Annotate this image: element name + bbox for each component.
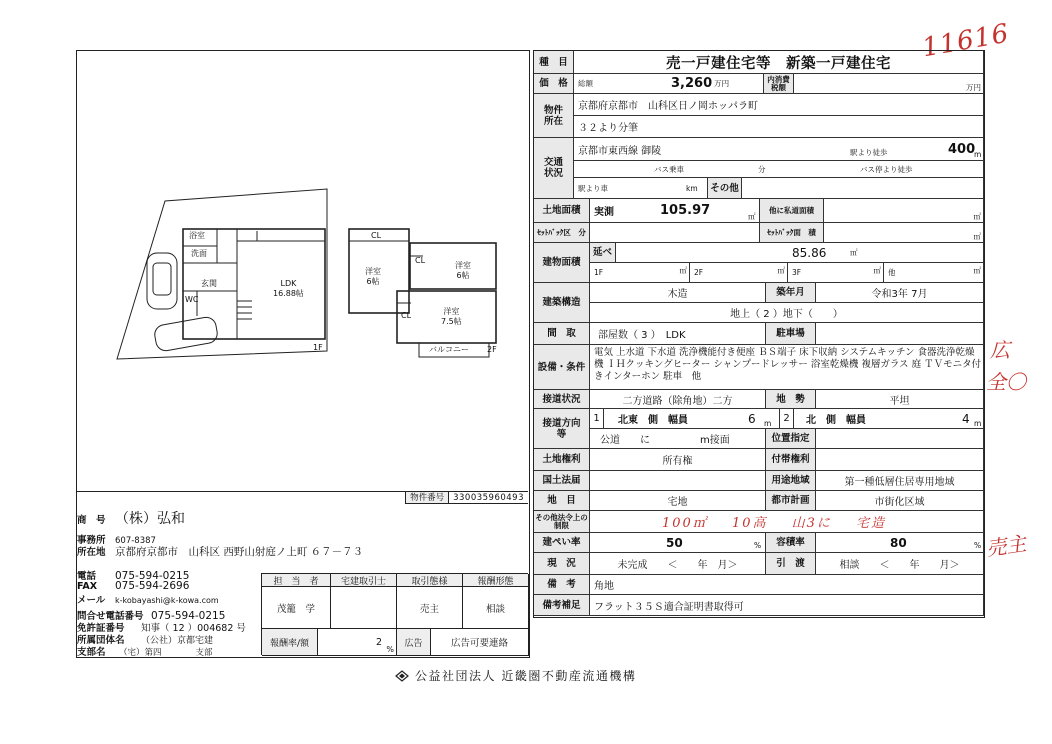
other-label: その他: [708, 178, 742, 199]
land-value: 105.97: [660, 203, 711, 218]
staff-torihiki: [331, 587, 397, 629]
assoc-value: （公社）京都宅建: [141, 636, 214, 646]
road1-unit: m: [764, 419, 772, 428]
property-number: [405, 492, 528, 504]
license-value: 知事（ 12 ）004682 号: [141, 623, 246, 634]
designation-label: 位置指定: [766, 429, 816, 449]
license-label: 免許証番号: [77, 623, 125, 634]
walk-unit: m: [974, 150, 982, 159]
floor2-area-label: 2F: [694, 268, 704, 277]
staff-table: [261, 573, 528, 655]
mail-value: k-kobayashi@k-kowa.com: [115, 596, 219, 605]
room2-label: 洋室 6帖: [455, 261, 471, 280]
structure-value: 木造: [590, 283, 766, 303]
office-zip: 607-8387: [115, 536, 156, 546]
staff-rate: [318, 629, 397, 656]
floor3-area-label: 3F: [792, 268, 802, 277]
room3-label: 洋室 7.5帖: [441, 307, 462, 326]
location-line2: ３２より分筆: [574, 116, 984, 138]
entrance-label: 玄関: [201, 279, 217, 288]
road2-unit: m: [974, 419, 982, 428]
ancillary-rights-label: 付帯権利: [766, 449, 816, 471]
floor-ratio-label: 容積率: [766, 533, 816, 553]
other-floor-unit: ㎡: [973, 266, 981, 275]
busstop-label: バス停より徒歩: [860, 164, 913, 174]
price-value: 3,260: [671, 76, 713, 91]
train-line: 京都市東西線 御陵: [578, 145, 662, 157]
left-panel: [76, 50, 530, 658]
cl-label-1: CL: [371, 231, 382, 240]
structure-label: 建築構造: [534, 283, 590, 323]
floor2-area: [690, 263, 788, 283]
price-total-label: 総額: [578, 79, 593, 88]
public-road-value: 公道 に m接面: [590, 429, 766, 449]
tel-value: 075-594-0215: [115, 570, 190, 582]
branch-value: （宅）第四 支部: [119, 648, 213, 658]
land-label: 土地面積: [534, 199, 590, 223]
ldk-label: LDK 16.88帖: [273, 279, 304, 298]
floor1-area-unit: ㎡: [679, 266, 687, 275]
built-date-label: 築年月: [766, 283, 816, 303]
property-number-value: 330035960493: [453, 493, 524, 503]
address-row: [77, 544, 363, 559]
property-number-label: 物件番号: [406, 492, 449, 503]
staff-rate-value: 2: [375, 636, 382, 648]
floor2-area-unit: ㎡: [777, 266, 785, 275]
staff-header-tantou: 担 当 者: [262, 574, 331, 587]
tax-cell: [794, 74, 984, 94]
bus-unit: 分: [758, 164, 766, 174]
association-logo-icon: [395, 670, 409, 682]
walk-label: 駅より徒歩: [850, 148, 888, 157]
land-rights-value: 所有権: [590, 449, 766, 471]
road2-dir: 北 側 幅員: [806, 415, 866, 426]
cl-label-3: CL: [401, 311, 412, 320]
location-line1: 京都府京都市 山科区日ノ岡ホッパラ町: [574, 94, 984, 116]
coverage-unit: %: [754, 541, 762, 550]
setback-area-value: [824, 223, 984, 243]
handover-value: 相談 ＜ 年 月＞: [816, 553, 984, 575]
assoc-label: 所属団体名: [77, 635, 125, 646]
road1-dir: 北東 側 幅員: [618, 415, 688, 426]
property-table: [533, 50, 985, 618]
staff-header-taiyou: 取引態様: [397, 574, 463, 587]
floor-ratio-cell: [816, 533, 984, 553]
national-land-value: [590, 471, 766, 491]
road-dir-label: 接道方向等: [534, 409, 590, 449]
footer-org: 公益社団法人 近畿圏不動産流通機構: [415, 669, 637, 683]
wc-label: WC: [185, 295, 199, 304]
restriction-label: その他法令上の制限: [534, 511, 590, 533]
floor3-area: [788, 263, 884, 283]
road2-cell: [794, 409, 984, 429]
setback-area-label: ｾｯﾄﾊﾞｯｸ面 積: [760, 223, 824, 243]
floor-ratio-unit: %: [974, 541, 982, 550]
car-cell: [574, 178, 708, 199]
staff-header-houshuu: 報酬形態: [463, 574, 529, 587]
shogo-label: 商 号: [77, 515, 106, 526]
land-category-label: 地 目: [534, 491, 590, 511]
other-floor-label: 他: [888, 268, 896, 277]
nobe-cell: [616, 243, 984, 263]
staff-ad-value: 広告可要連絡: [431, 629, 529, 656]
road-label: 接道状況: [534, 390, 590, 409]
bath-label: 浴室: [189, 231, 205, 240]
balcony-label: バルコニー: [429, 345, 469, 354]
floors-value: 地上（ 2 ）地下（ ）: [590, 303, 984, 323]
land-rights-label: 土地権利: [534, 449, 590, 471]
fax-label: FAX: [77, 581, 98, 592]
status-value: 未完成 ＜ 年 月＞: [590, 553, 766, 575]
tax-label: 内消費税額: [764, 74, 794, 94]
nobe-value: 85.86: [792, 245, 827, 260]
staff-tantou: 茂籠 学: [262, 587, 331, 629]
road2-width: 4: [962, 411, 970, 426]
floor2-label: 2F: [487, 345, 497, 354]
private-road-unit: ㎡: [973, 212, 981, 221]
company-info: [77, 491, 528, 656]
other-value: [742, 178, 984, 199]
floor1-area-label: 1F: [594, 268, 604, 277]
staff-header-torihiki: 宅建取引士: [331, 574, 397, 587]
setsubi-label: 設備・条件: [534, 345, 590, 390]
handover-label: 引 渡: [766, 553, 816, 575]
floor1-area: [590, 263, 690, 283]
tel-label: 電話: [77, 571, 97, 582]
ancillary-rights-value: [816, 449, 984, 471]
staff-houshuu: 相談: [463, 587, 529, 629]
handwritten-note-all: 全〇: [986, 370, 1026, 394]
fax-row: [77, 580, 189, 592]
land-category-value: 宅地: [590, 491, 766, 511]
staff-ad-label: 広告: [397, 629, 431, 656]
terrain-label: 地 勢: [766, 390, 816, 409]
parking-value: [816, 323, 984, 345]
setback-label: ｾｯﾄﾊﾞｯｸ区 分: [534, 223, 590, 243]
mail-label: メール: [77, 595, 106, 606]
floor3-area-unit: ㎡: [873, 266, 881, 275]
handwritten-note-seller: 売主: [984, 531, 1028, 561]
location-label: 物件所在: [534, 94, 574, 138]
room1-label: 洋室 6帖: [365, 267, 381, 286]
madori-label: 間 取: [534, 323, 590, 345]
nobe-unit: ㎡: [850, 248, 858, 257]
floor1-label: 1F: [313, 343, 323, 352]
price-label: 価 格: [534, 74, 574, 94]
designation-value: [816, 429, 984, 449]
other-floor-area: [884, 263, 984, 283]
zoning-value: 第一種低層住居専用地域: [816, 471, 984, 491]
traffic-label: 交通状況: [534, 138, 574, 199]
terrain-value: 平坦: [816, 390, 984, 409]
inquiry-label: 問合せ電話番号: [77, 611, 144, 622]
location-label: 所在地: [77, 547, 106, 558]
private-road-label: 他に私道面積: [760, 199, 824, 223]
wash-label: 洗面: [191, 249, 207, 258]
cl-label-2: CL: [415, 256, 426, 265]
handwritten-note-top: 11616: [920, 18, 1012, 64]
handwritten-note-ad: 広: [990, 338, 1010, 362]
road1-width: 6: [748, 411, 756, 426]
car-label: 駅より車: [578, 183, 608, 193]
remarks-supplement-value: フラット３５Ｓ適合証明書取得可: [590, 595, 984, 616]
land-type: 実測: [594, 207, 614, 218]
fax-value: 075-594-2696: [115, 580, 190, 592]
building-label: 建物面積: [534, 243, 590, 283]
private-road-value: [824, 199, 984, 223]
setsubi-value: 電気 上水道 下水道 洗浄機能付き便座 ＢＳ端子 床下収納 システムキッチン 食器洗浄乾燥機 ＩＨクッキングヒーター シャンプードレッサー 浴室乾燥機 複層ガラス 庭 ＴＶモニタ付きインターホン 駐車 他: [590, 345, 984, 390]
staff-rate-unit: %: [386, 645, 394, 654]
coverage-label: 建ぺい率: [534, 533, 590, 553]
zoning-label: 用途地域: [766, 471, 816, 491]
national-land-label: 国土法届: [534, 471, 590, 491]
built-date-value: 令和3年 7月: [816, 283, 984, 303]
price-cell: [574, 74, 764, 94]
branch-row: [77, 644, 213, 658]
road-value: 二方道路（除角地）二方: [590, 390, 766, 409]
footer: [395, 667, 636, 684]
land-cell: [590, 199, 760, 223]
restriction-handwritten: 100㎡ 10高 山3に 宅造: [662, 516, 887, 531]
madori-value: 部屋数（ 3 ） LDK: [590, 323, 766, 345]
car-unit: km: [686, 183, 698, 193]
coverage-cell: [590, 533, 766, 553]
shogo-row: [77, 508, 185, 528]
status-label: 現 況: [534, 553, 590, 575]
walk-value: 400: [948, 142, 976, 157]
remarks-label: 備 考: [534, 575, 590, 595]
mail-row: [77, 592, 219, 606]
bus-cell: [574, 161, 984, 178]
sheet-title: 売一戸建住宅等 新築一戸建住宅: [574, 51, 984, 74]
nobe-label: 延べ: [590, 243, 616, 263]
company-name: （株）弘和: [115, 511, 185, 527]
staff-rate-label: 報酬率/額: [262, 629, 318, 656]
setback-area-unit: ㎡: [973, 232, 981, 241]
floor-plan: [77, 51, 528, 491]
city-plan-value: 市街化区域: [816, 491, 984, 511]
shumoku-label: 種 目: [534, 51, 574, 74]
branch-label: 支部名: [77, 647, 106, 658]
road1-no: 1: [590, 409, 604, 429]
price-unit: 万円: [714, 79, 730, 88]
staff-taiyou: 売主: [397, 587, 463, 629]
road2-no: 2: [780, 409, 794, 429]
office-label: 事務所: [77, 535, 106, 546]
remarks-value: 角地: [590, 575, 984, 595]
inquiry-value: 075-594-0215: [151, 610, 226, 622]
parking-label: 駐車場: [766, 323, 816, 345]
road1-cell: [604, 409, 780, 429]
restriction-value: [590, 511, 984, 533]
remarks-supplement-label: 備考補足: [534, 595, 590, 616]
company-address: 京都府京都市 山科区 西野山射庭ノ上町 ６７－７３: [115, 546, 364, 558]
city-plan-label: 都市計画: [766, 491, 816, 511]
coverage-value: 50: [666, 535, 683, 550]
tax-unit: 万円: [966, 83, 981, 92]
setback-value: [590, 223, 760, 243]
floor-ratio-value: 80: [890, 535, 907, 550]
bus-label: バス乗車: [654, 164, 684, 174]
land-unit: ㎡: [748, 212, 756, 221]
traffic-line-cell: [574, 138, 984, 161]
